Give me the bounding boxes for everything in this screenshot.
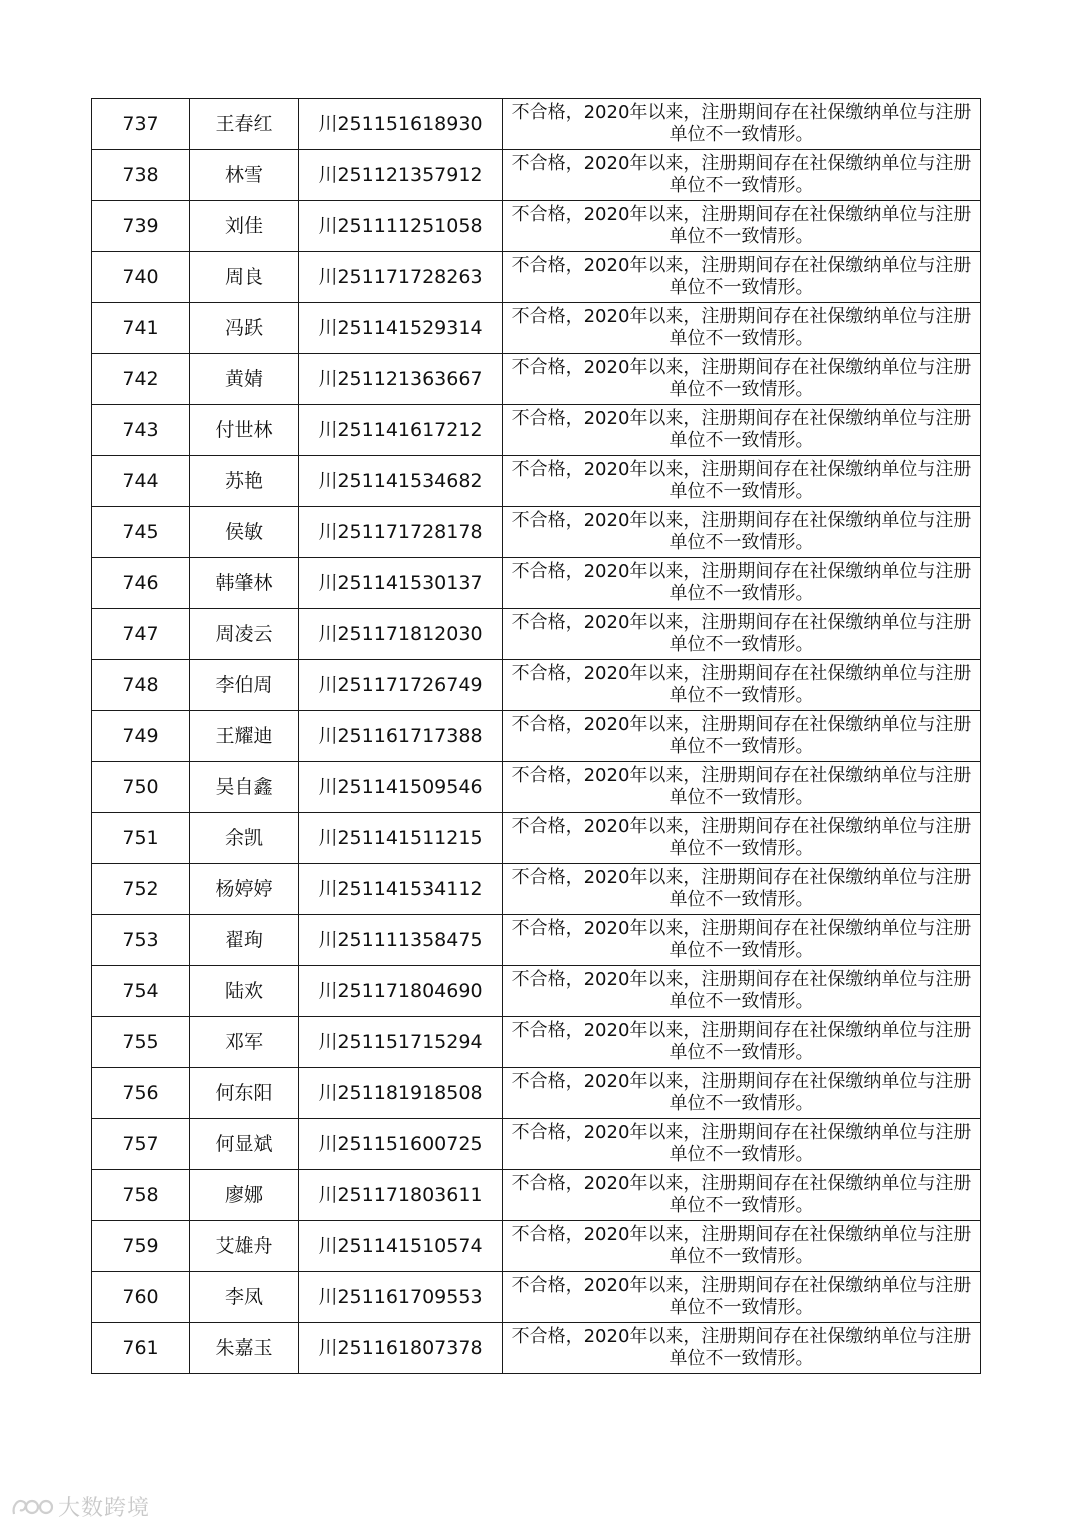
- row-number: 760: [92, 1272, 190, 1323]
- review-result: 不合格，2020年以来，注册期间存在社保缴纳单位与注册单位不一致情形。: [503, 1272, 981, 1323]
- review-result: 不合格，2020年以来，注册期间存在社保缴纳单位与注册单位不一致情形。: [503, 354, 981, 405]
- person-name: 翟珣: [190, 915, 299, 966]
- review-result: 不合格，2020年以来，注册期间存在社保缴纳单位与注册单位不一致情形。: [503, 252, 981, 303]
- table-row: [92, 405, 981, 456]
- review-result: 不合格，2020年以来，注册期间存在社保缴纳单位与注册单位不一致情形。: [503, 813, 981, 864]
- table-row: [92, 1272, 981, 1323]
- table-row: [92, 456, 981, 507]
- person-name: 李凤: [190, 1272, 299, 1323]
- certificate-number: 川251171812030: [299, 609, 503, 660]
- review-result: 不合格，2020年以来，注册期间存在社保缴纳单位与注册单位不一致情形。: [503, 405, 981, 456]
- review-result: 不合格，2020年以来，注册期间存在社保缴纳单位与注册单位不一致情形。: [503, 1170, 981, 1221]
- table-row: [92, 1221, 981, 1272]
- review-result: 不合格，2020年以来，注册期间存在社保缴纳单位与注册单位不一致情形。: [503, 1017, 981, 1068]
- review-result: 不合格，2020年以来，注册期间存在社保缴纳单位与注册单位不一致情形。: [503, 150, 981, 201]
- review-result: 不合格，2020年以来，注册期间存在社保缴纳单位与注册单位不一致情形。: [503, 762, 981, 813]
- certificate-number: 川251151618930: [299, 99, 503, 150]
- row-number: 754: [92, 966, 190, 1017]
- row-number: 751: [92, 813, 190, 864]
- table-row: [92, 507, 981, 558]
- person-name: 王耀迪: [190, 711, 299, 762]
- row-number: 757: [92, 1119, 190, 1170]
- certificate-number: 川251171726749: [299, 660, 503, 711]
- person-name: 吴自鑫: [190, 762, 299, 813]
- row-number: 752: [92, 864, 190, 915]
- table-row: [92, 915, 981, 966]
- row-number: 738: [92, 150, 190, 201]
- table-row: [92, 1017, 981, 1068]
- row-number: 755: [92, 1017, 190, 1068]
- row-number: 749: [92, 711, 190, 762]
- review-result: 不合格，2020年以来，注册期间存在社保缴纳单位与注册单位不一致情形。: [503, 456, 981, 507]
- review-result: 不合格，2020年以来，注册期间存在社保缴纳单位与注册单位不一致情形。: [503, 1323, 981, 1374]
- certificate-number: 川251161807378: [299, 1323, 503, 1374]
- table-row: [92, 252, 981, 303]
- row-number: 753: [92, 915, 190, 966]
- row-number: 758: [92, 1170, 190, 1221]
- certificate-number: 川251171728263: [299, 252, 503, 303]
- person-name: 李伯周: [190, 660, 299, 711]
- certificate-number: 川251141534112: [299, 864, 503, 915]
- table-row: [92, 354, 981, 405]
- certificate-number: 川251111251058: [299, 201, 503, 252]
- person-name: 侯敏: [190, 507, 299, 558]
- person-name: 邓军: [190, 1017, 299, 1068]
- table-row: [92, 1119, 981, 1170]
- row-number: 745: [92, 507, 190, 558]
- person-name: 何东阳: [190, 1068, 299, 1119]
- review-result: 不合格，2020年以来，注册期间存在社保缴纳单位与注册单位不一致情形。: [503, 303, 981, 354]
- certificate-number: 川251141530137: [299, 558, 503, 609]
- table-row: [92, 864, 981, 915]
- table-row: [92, 711, 981, 762]
- row-number: 761: [92, 1323, 190, 1374]
- certificate-number: 川251141509546: [299, 762, 503, 813]
- row-number: 748: [92, 660, 190, 711]
- certificate-number: 川251171803611: [299, 1170, 503, 1221]
- result-table: [91, 98, 981, 1374]
- certificate-number: 川251181918508: [299, 1068, 503, 1119]
- certificate-number: 川251161709553: [299, 1272, 503, 1323]
- person-name: 付世林: [190, 405, 299, 456]
- row-number: 746: [92, 558, 190, 609]
- review-result: 不合格，2020年以来，注册期间存在社保缴纳单位与注册单位不一致情形。: [503, 1068, 981, 1119]
- table-row: [92, 762, 981, 813]
- table-row: [92, 660, 981, 711]
- certificate-number: 川251141510574: [299, 1221, 503, 1272]
- table-row: [92, 813, 981, 864]
- certificate-number: 川251141534682: [299, 456, 503, 507]
- table-body: [92, 99, 981, 1374]
- row-number: 743: [92, 405, 190, 456]
- review-result: 不合格，2020年以来，注册期间存在社保缴纳单位与注册单位不一致情形。: [503, 660, 981, 711]
- row-number: 742: [92, 354, 190, 405]
- review-result: 不合格，2020年以来，注册期间存在社保缴纳单位与注册单位不一致情形。: [503, 507, 981, 558]
- person-name: 杨婷婷: [190, 864, 299, 915]
- brand-logo-icon: [10, 1494, 54, 1520]
- table-row: [92, 558, 981, 609]
- certificate-number: 川251151600725: [299, 1119, 503, 1170]
- person-name: 韩肇林: [190, 558, 299, 609]
- person-name: 余凯: [190, 813, 299, 864]
- review-result: 不合格，2020年以来，注册期间存在社保缴纳单位与注册单位不一致情形。: [503, 609, 981, 660]
- person-name: 朱嘉玉: [190, 1323, 299, 1374]
- person-name: 刘佳: [190, 201, 299, 252]
- review-result: 不合格，2020年以来，注册期间存在社保缴纳单位与注册单位不一致情形。: [503, 915, 981, 966]
- row-number: 759: [92, 1221, 190, 1272]
- person-name: 陆欢: [190, 966, 299, 1017]
- certificate-number: 川251161717388: [299, 711, 503, 762]
- table-row: [92, 966, 981, 1017]
- person-name: 王春红: [190, 99, 299, 150]
- row-number: 741: [92, 303, 190, 354]
- certificate-number: 川251151715294: [299, 1017, 503, 1068]
- person-name: 黄婧: [190, 354, 299, 405]
- table-row: [92, 201, 981, 252]
- certificate-number: 川251121357912: [299, 150, 503, 201]
- row-number: 750: [92, 762, 190, 813]
- review-result: 不合格，2020年以来，注册期间存在社保缴纳单位与注册单位不一致情形。: [503, 1221, 981, 1272]
- person-name: 苏艳: [190, 456, 299, 507]
- row-number: 744: [92, 456, 190, 507]
- watermark: [10, 1491, 150, 1522]
- certificate-number: 川251141511215: [299, 813, 503, 864]
- person-name: 林雪: [190, 150, 299, 201]
- certificate-number: 川251121363667: [299, 354, 503, 405]
- table-row: [92, 1068, 981, 1119]
- review-result: 不合格，2020年以来，注册期间存在社保缴纳单位与注册单位不一致情形。: [503, 966, 981, 1017]
- review-result: 不合格，2020年以来，注册期间存在社保缴纳单位与注册单位不一致情形。: [503, 558, 981, 609]
- review-result: 不合格，2020年以来，注册期间存在社保缴纳单位与注册单位不一致情形。: [503, 711, 981, 762]
- certificate-number: 川251171728178: [299, 507, 503, 558]
- person-name: 周良: [190, 252, 299, 303]
- table-row: [92, 609, 981, 660]
- watermark-text: 大数跨境: [58, 1496, 151, 1521]
- review-result: 不合格，2020年以来，注册期间存在社保缴纳单位与注册单位不一致情形。: [503, 201, 981, 252]
- table-row: [92, 303, 981, 354]
- person-name: 何显斌: [190, 1119, 299, 1170]
- table-row: [92, 1323, 981, 1374]
- review-result: 不合格，2020年以来，注册期间存在社保缴纳单位与注册单位不一致情形。: [503, 99, 981, 150]
- table-row: [92, 1170, 981, 1221]
- review-result: 不合格，2020年以来，注册期间存在社保缴纳单位与注册单位不一致情形。: [503, 1119, 981, 1170]
- certificate-number: 川251111358475: [299, 915, 503, 966]
- certificate-number: 川251141617212: [299, 405, 503, 456]
- row-number: 740: [92, 252, 190, 303]
- person-name: 廖娜: [190, 1170, 299, 1221]
- certificate-number: 川251141529314: [299, 303, 503, 354]
- review-result: 不合格，2020年以来，注册期间存在社保缴纳单位与注册单位不一致情形。: [503, 864, 981, 915]
- person-name: 艾雄舟: [190, 1221, 299, 1272]
- certificate-number: 川251171804690: [299, 966, 503, 1017]
- row-number: 756: [92, 1068, 190, 1119]
- person-name: 周凌云: [190, 609, 299, 660]
- row-number: 747: [92, 609, 190, 660]
- row-number: 739: [92, 201, 190, 252]
- person-name: 冯跃: [190, 303, 299, 354]
- table-row: [92, 150, 981, 201]
- row-number: 737: [92, 99, 190, 150]
- table-row: [92, 99, 981, 150]
